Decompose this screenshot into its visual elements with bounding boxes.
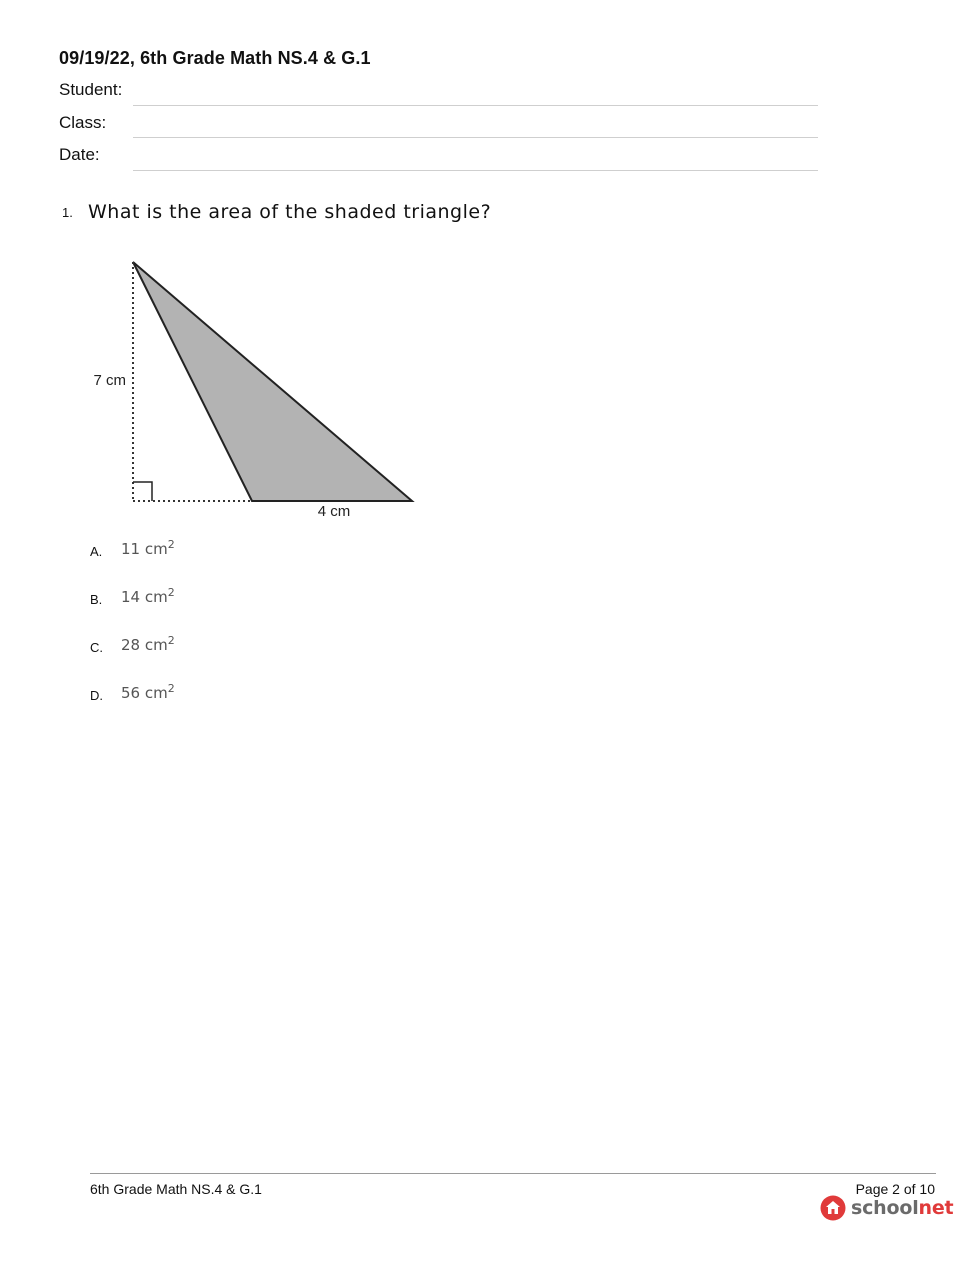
triangle-figure — [80, 250, 425, 525]
footer-title: 6th Grade Math NS.4 & G.1 — [90, 1181, 262, 1197]
question-number: 1. — [62, 205, 73, 220]
right-angle-mark — [133, 482, 152, 501]
logo-wordmark: schoolnet — [851, 1197, 954, 1219]
height-label: 7 cm — [93, 372, 126, 389]
page-number: Page 2 of 10 — [855, 1181, 935, 1197]
schoolnet-logo — [820, 1194, 953, 1222]
choice-value: 56 $cm^2$ — [121, 682, 175, 702]
choice-letter: C. — [90, 640, 103, 655]
base-label: 4 cm — [317, 503, 351, 520]
document-title: 09/19/22, 6th Grade Math NS.4 & G.1 — [59, 48, 371, 68]
date-label: Date: — [59, 145, 100, 164]
footer-divider — [90, 1173, 936, 1174]
choice-letter: D. — [90, 688, 103, 703]
question-text: What is the area of the shaded triangle? — [88, 201, 492, 223]
choice-letter: B. — [90, 592, 103, 607]
class-line — [133, 137, 818, 138]
house-icon — [820, 1195, 846, 1221]
class-label: Class: — [59, 113, 107, 132]
choice-letter: A. — [90, 544, 103, 559]
choice-value: 28 $cm^2$ — [121, 634, 175, 654]
student-line — [133, 105, 818, 106]
shaded-triangle — [133, 262, 412, 501]
choice-value: 14 $cm^2$ — [121, 586, 175, 606]
choice-value: 11 $cm^2$ — [121, 538, 175, 558]
student-label: Student: — [59, 80, 123, 99]
date-line — [133, 170, 818, 171]
